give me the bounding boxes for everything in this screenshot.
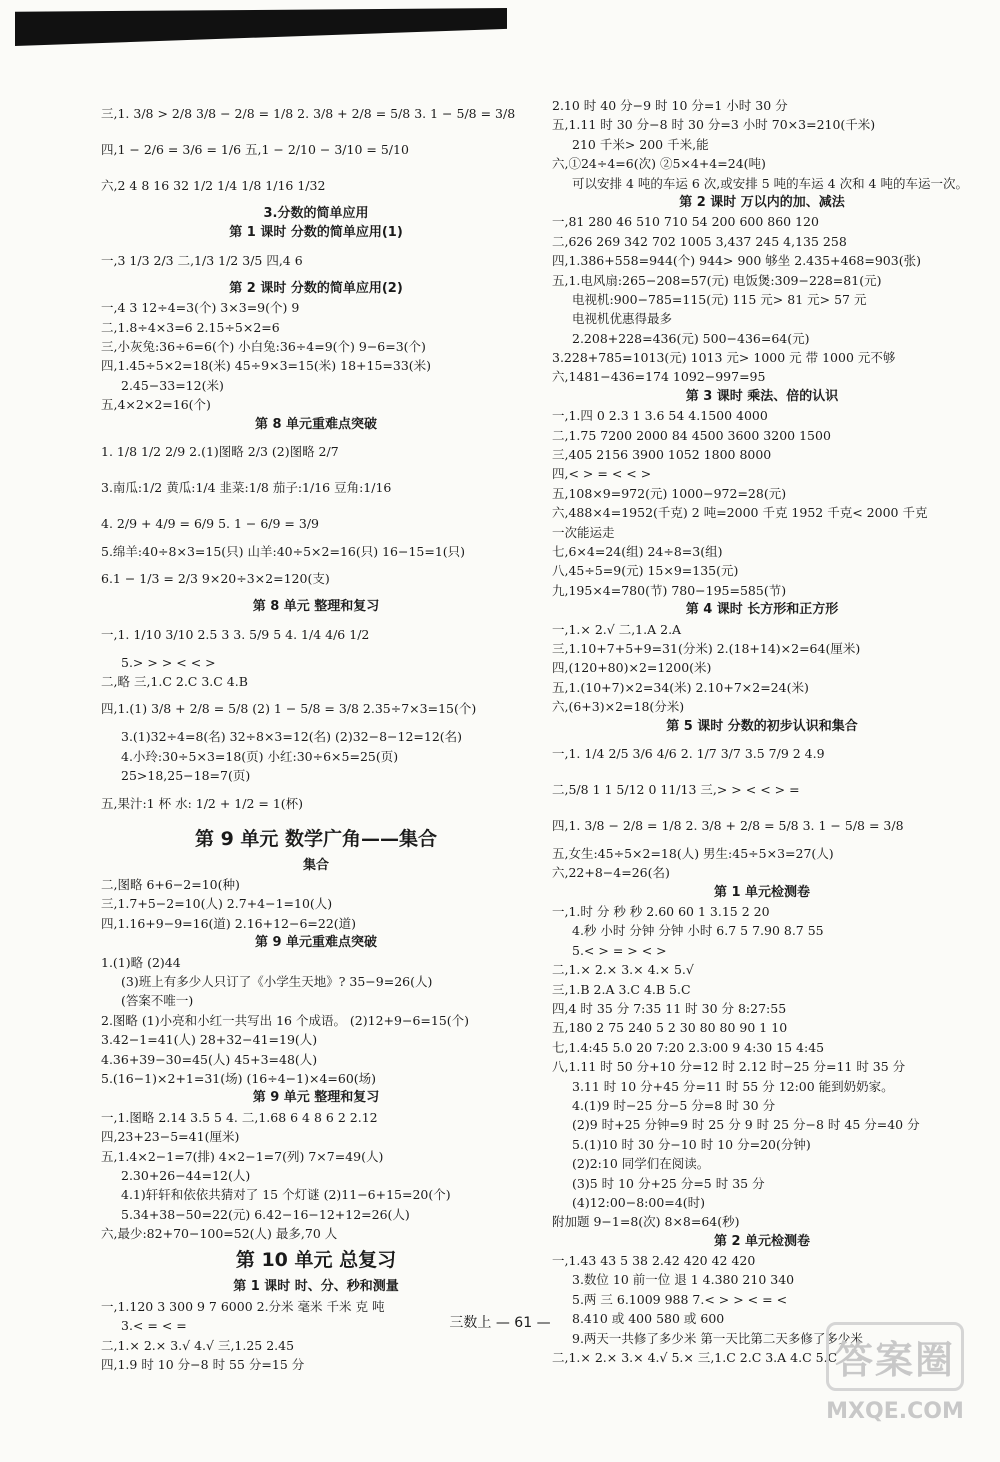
answer-line: 九,195×4=780(节) 780−195=585(节) <box>552 582 787 598</box>
answer-line: 2.208+228=436(元) 500−436=64(元) <box>572 330 810 346</box>
answer-line: 三,1. 3/8 > 2/8 3/8 − 2/8 = 1/8 2. 3/8 + 2/8 = 5/8 3. 1 − 5/8 = 3/8 <box>101 106 516 121</box>
answer-line: 四,< > = < < > <box>552 466 652 482</box>
answer-line: 三,1.10+7+5+9=31(分米) 2.(18+14)×2=64(厘米) <box>552 640 861 656</box>
answer-line: 三,1.B 2.A 3.C 4.B 5.C <box>552 981 691 997</box>
section-heading: 第 4 课时 长方形和正方形 <box>685 602 839 618</box>
answer-line: (3)5 时 10 分+25 分=5 时 35 分 <box>572 1175 765 1191</box>
answer-line: 可以安排 4 吨的车运 6 次,或安排 5 吨的车运 4 次和 4 吨的车运一次。 <box>572 175 968 191</box>
answer-line: 3.< = < = <box>121 1318 187 1334</box>
answer-line: 七,1.4:45 5.0 20 7:20 2.3:00 9 4:30 15 4:45 <box>552 1039 825 1055</box>
answer-line: 4.(1)9 时−25 分−5 分=8 时 30 分 <box>572 1097 776 1113</box>
answer-line: 五,果汁:1 杯 水: 1/2 + 1/2 = 1(杯) <box>101 795 304 811</box>
answer-line: 一,1.四 0 2.3 1 3.6 54 4.1500 4000 <box>552 408 768 424</box>
answer-line: 5.> > > < < > <box>121 654 216 670</box>
answer-line: 一,1.时 分 秒 秒 2.60 60 1 3.15 2 20 <box>552 904 770 920</box>
answer-line: 四,1 − 2/6 = 3/6 = 1/6 五,1 − 2/10 − 3/10 = 5/10 <box>101 142 409 157</box>
answer-line: 8.410 或 400 580 或 600 <box>572 1311 725 1327</box>
answer-line: 六,(6+3)×2=18(分米) <box>552 699 685 715</box>
answer-line: 四,1.9 时 10 分−8 时 55 分=15 分 <box>101 1357 305 1373</box>
right-column <box>552 96 972 1367</box>
section-heading: 第 2 课时 分数的简单应用(2) <box>229 280 403 296</box>
section-heading: 第 9 单元重难点突破 <box>254 935 378 951</box>
answer-line: 五,180 2 75 240 5 2 30 80 80 90 1 10 <box>552 1020 788 1036</box>
answer-line: 5.(16−1)×2+1=31(场) (16÷4−1)×4=60(场) <box>101 1070 377 1086</box>
answer-line: 四,1.386+558=944(个) 944> 900 够坐 2.435+468=903(张) <box>552 253 921 269</box>
left-column <box>101 96 531 1374</box>
answer-line: 电视机:900−785=115(元) 115 元> 81 元> 57 元 <box>572 291 867 307</box>
section-heading: 第 1 课时 时、分、秒和测量 <box>233 1279 399 1295</box>
page-footer: 三数上 — 61 — <box>449 1315 551 1331</box>
answer-line: 5.两 三 6.1009 988 7.< > > < = < <box>572 1291 788 1307</box>
answer-line: 一次能运走 <box>552 524 615 540</box>
answer-line: 五,1.电风扇:265−208=57(元) 电饭煲:309−228=81(元) <box>552 272 882 288</box>
answer-line: 五,女生:45÷5×2=18(人) 男生:45÷5×3=27(人) <box>552 845 834 861</box>
answer-line: 2.10 时 40 分−9 时 10 分=1 小时 30 分 <box>552 98 788 113</box>
section-heading: 第 8 单元重难点突破 <box>254 416 378 432</box>
answer-line: 附加题 9−1=8(次) 8×8=64(秒) <box>552 1214 740 1230</box>
answer-line: 二,1.× 2.× 3.× 4.× 5.√ <box>552 962 694 978</box>
answer-line: 2.30+26−44=12(人) <box>121 1167 251 1183</box>
answer-line: 3.(1)32÷4=8(名) 32÷8×3=12(名) (2)32−8−12=12(名) <box>121 729 463 745</box>
top-bar-decoration <box>15 8 507 46</box>
answer-line: 七,6×4=24(组) 24÷8=3(组) <box>552 543 723 559</box>
answer-line: (答案不唯一) <box>121 993 194 1009</box>
answer-line: 电视机优惠得最多 <box>572 311 673 327</box>
answer-line: 六,2 4 8 16 32 1/2 1/4 1/8 1/16 1/32 <box>101 178 326 193</box>
section-heading: 第 2 课时 万以内的加、减法 <box>679 194 845 210</box>
answer-line: 二,5/8 1 1 5/12 0 11/13 三,> > < < > = <box>552 781 800 797</box>
answer-line: 三,1.7+5−2=10(人) 2.7+4−1=10(人) <box>101 896 333 912</box>
answer-line: 二,1.× 2.× 3.× 4.√ 5.× 三,1.C 2.C 3.A 4.C 5.C <box>552 1350 838 1366</box>
answer-line: 1.(1)略 (2)44 <box>101 954 181 970</box>
watermark-logo: 答案圈 <box>826 1322 964 1391</box>
answer-line: 4.1)轩轩和依依共猜对了 15 个灯谜 (2)11−6+15=20(个) <box>121 1187 451 1203</box>
answer-line: 四,23+23−5=41(厘米) <box>101 1129 240 1145</box>
answer-line: 一,1.120 3 300 9 7 6000 2.分米 毫米 千米 克 吨 <box>101 1298 385 1314</box>
answer-line: 210 千米> 200 千米,能 <box>572 136 709 152</box>
answer-line: 2.45−33=12(米) <box>121 377 224 393</box>
answer-line: 五,4×2×2=16(个) <box>101 397 211 413</box>
answer-line: 1. 1/8 1/2 2/9 2.(1)图略 2/3 (2)图略 2/7 <box>101 443 339 459</box>
answer-line: 四,1.(1) 3/8 + 2/8 = 5/8 (2) 1 − 5/8 = 3/8 2.35÷7×3=15(个) <box>101 701 477 717</box>
answer-line: (2)9 时+25 分钟=9 时 25 分 9 时 25 分−8 时 45 分=40 分 <box>572 1117 920 1133</box>
answer-line: 一,81 280 46 510 710 54 200 600 860 120 <box>552 214 819 230</box>
answer-line: 六,488×4=1952(千克) 2 吨=2000 千克 1952 千克< 2000 千克 <box>552 505 928 521</box>
answer-line: 9.两天一共修了多少米 第一天比第二天多修了多少米 <box>572 1330 863 1346</box>
answer-line: 五,1.11 时 30 分−8 时 30 分=3 小时 70×3=210(千米) <box>552 117 876 133</box>
answer-line: 二,略 三,1.C 2.C 3.C 4.B <box>101 674 248 690</box>
answer-line: 3.南瓜:1/2 黄瓜:1/4 韭菜:1/8 茄子:1/16 豆角:1/16 <box>101 479 392 495</box>
answer-line: 4.小玲:30÷5×3=18(页) 小红:30÷6×5=25(页) <box>121 748 399 764</box>
section-heading: 第 5 课时 分数的初步认识和集合 <box>666 718 858 734</box>
answer-line: 六,22+8−4=26(名) <box>552 865 670 881</box>
answer-line: 三,405 2156 3900 1052 1800 8000 <box>552 447 772 463</box>
section-heading: 第 3 课时 乘法、倍的认识 <box>685 388 839 404</box>
answer-line: 六,①24÷4=6(次) ②5×4+4=24(吨) <box>552 156 766 172</box>
section-heading: 第 9 单元 数学广角——集合 <box>194 827 438 850</box>
answer-line: 五,1.4×2−1=7(排) 4×2−1=7(列) 7×7=49(人) <box>101 1148 384 1164</box>
section-heading: 第 9 单元 整理和复习 <box>252 1090 380 1106</box>
section-heading: 第 1 单元检测卷 <box>713 884 811 900</box>
answer-line: 八,45÷5=9(元) 15×9=135(元) <box>552 563 739 579</box>
answer-line: 3.228+785=1013(元) 1013 元> 1000 元 带 1000 元不够 <box>552 350 896 366</box>
answer-line: 5.< > = > < > <box>572 942 667 958</box>
answer-line: 六,1481−436=174 1092−997=95 <box>552 369 766 385</box>
answer-line: 二,1.8÷4×3=6 2.15÷5×2=6 <box>101 319 280 335</box>
answer-line: 2.图略 (1)小亮和小红一共写出 16 个成语。 (2)12+9−6=15(个) <box>101 1012 470 1028</box>
watermark <box>810 1322 980 1442</box>
answer-line: 6.1 − 1/3 = 2/3 9×20÷3×2=120(支) <box>101 571 330 587</box>
answer-line: 5.34+38−50=22(元) 6.42−16−12+12=26(人) <box>121 1206 410 1222</box>
answer-line: 一,1. 1/4 2/5 3/6 4/6 2. 1/7 3/7 3.5 7/9 2 4.9 <box>552 745 825 761</box>
answer-line: 四,4 时 35 分 7:35 11 时 30 分 8:27:55 <box>552 1001 787 1017</box>
answer-line: 四,1. 3/8 − 2/8 = 1/8 2. 3/8 + 2/8 = 5/8 3. 1 − 5/8 = 3/8 <box>552 817 904 833</box>
answer-line: (2)2:10 同学们在阅读。 <box>572 1156 710 1172</box>
answer-line: 三,小灰兔:36÷6=6(个) 小白兔:36÷4=9(个) 9−6=3(个) <box>101 338 426 354</box>
answer-line: 二,1.75 7200 2000 84 4500 3600 3200 1500 <box>552 427 831 443</box>
answer-line: 一,1.图略 2.14 3.5 5 4. 二,1.68 6 4 8 6 2 2.12 <box>101 1109 378 1125</box>
answer-line: (4)12:00−8:00=4(时) <box>572 1194 705 1210</box>
answer-line: 一,1.43 43 5 38 2.42 420 42 420 <box>552 1253 756 1269</box>
section-heading: 集合 <box>302 857 329 873</box>
answer-line: 八,1.11 时 50 分+10 分=12 时 2.12 时−25 分=11 时 35 分 <box>552 1059 906 1075</box>
answer-line: 二,图略 6+6−2=10(种) <box>101 877 240 893</box>
answer-line: 一,4 3 12÷4=3(个) 3×3=9(个) 9 <box>101 300 300 316</box>
answer-line: 四,1.16+9−9=16(道) 2.16+12−6=22(道) <box>101 915 357 931</box>
answer-line: 五,108×9=972(元) 1000−972=28(元) <box>552 485 787 501</box>
answer-line: 5.(1)10 时 30 分−10 时 10 分=20(分钟) <box>572 1136 811 1152</box>
answer-line: (3)班上有多少人只订了《小学生天地》? 35−9=26(人) <box>121 973 433 989</box>
answer-line: 一,1. 1/10 3/10 2.5 3 3. 5/9 5 4. 1/4 4/6 1/2 <box>101 626 370 642</box>
answer-line: 二,626 269 342 702 1005 3,437 245 4,135 258 <box>552 233 847 249</box>
answer-line: 5.绵羊:40÷8×3=15(只) 山羊:40÷5×2=16(只) 16−15=1(只) <box>101 543 466 559</box>
answer-line: 二,1.× 2.× 3.√ 4.√ 三,1.25 2.45 <box>101 1337 295 1353</box>
answer-line: 3.数位 10 前一位 退 1 4.380 210 340 <box>572 1272 795 1288</box>
answer-line: 五,1.(10+7)×2=34(米) 2.10+7×2=24(米) <box>552 679 809 695</box>
answer-line: 四,1.45÷5×2=18(米) 45÷9×3=15(米) 18+15=33(米) <box>101 358 432 374</box>
section-heading: 3.分数的简单应用 <box>263 206 369 221</box>
watermark-url: MXQE.COM <box>826 1399 964 1424</box>
answer-line: 四,(120+80)×2=1200(米) <box>552 660 712 676</box>
answer-line: 25>18,25−18=7(页) <box>121 768 251 784</box>
answer-line: 4.秒 小时 分钟 分钟 小时 6.7 5 7.90 8.7 55 <box>572 923 824 939</box>
answer-line: 3.42−1=41(人) 28+32−41=19(人) <box>101 1032 318 1048</box>
section-heading: 第 8 单元 整理和复习 <box>252 599 380 615</box>
answer-line: 4. 2/9 + 4/9 = 6/9 5. 1 − 6/9 = 3/9 <box>101 515 319 531</box>
answer-line: 3.11 时 10 分+45 分=11 时 55 分 12:00 能到奶奶家。 <box>572 1078 894 1094</box>
answer-line: 4.36+39−30=45(人) 45+3=48(人) <box>101 1051 318 1067</box>
answer-line: 一,3 1/3 2/3 二,1/3 1/2 3/5 四,4 6 <box>101 252 303 268</box>
section-heading: 第 1 课时 分数的简单应用(1) <box>229 225 403 241</box>
section-heading: 第 2 单元检测卷 <box>713 1233 811 1249</box>
answer-line: 一,1.× 2.√ 二,1.A 2.A <box>552 621 682 637</box>
section-heading: 第 10 单元 总复习 <box>235 1249 397 1272</box>
answer-line: 六,最少:82+70−100=52(人) 最多,70 人 <box>101 1226 338 1242</box>
